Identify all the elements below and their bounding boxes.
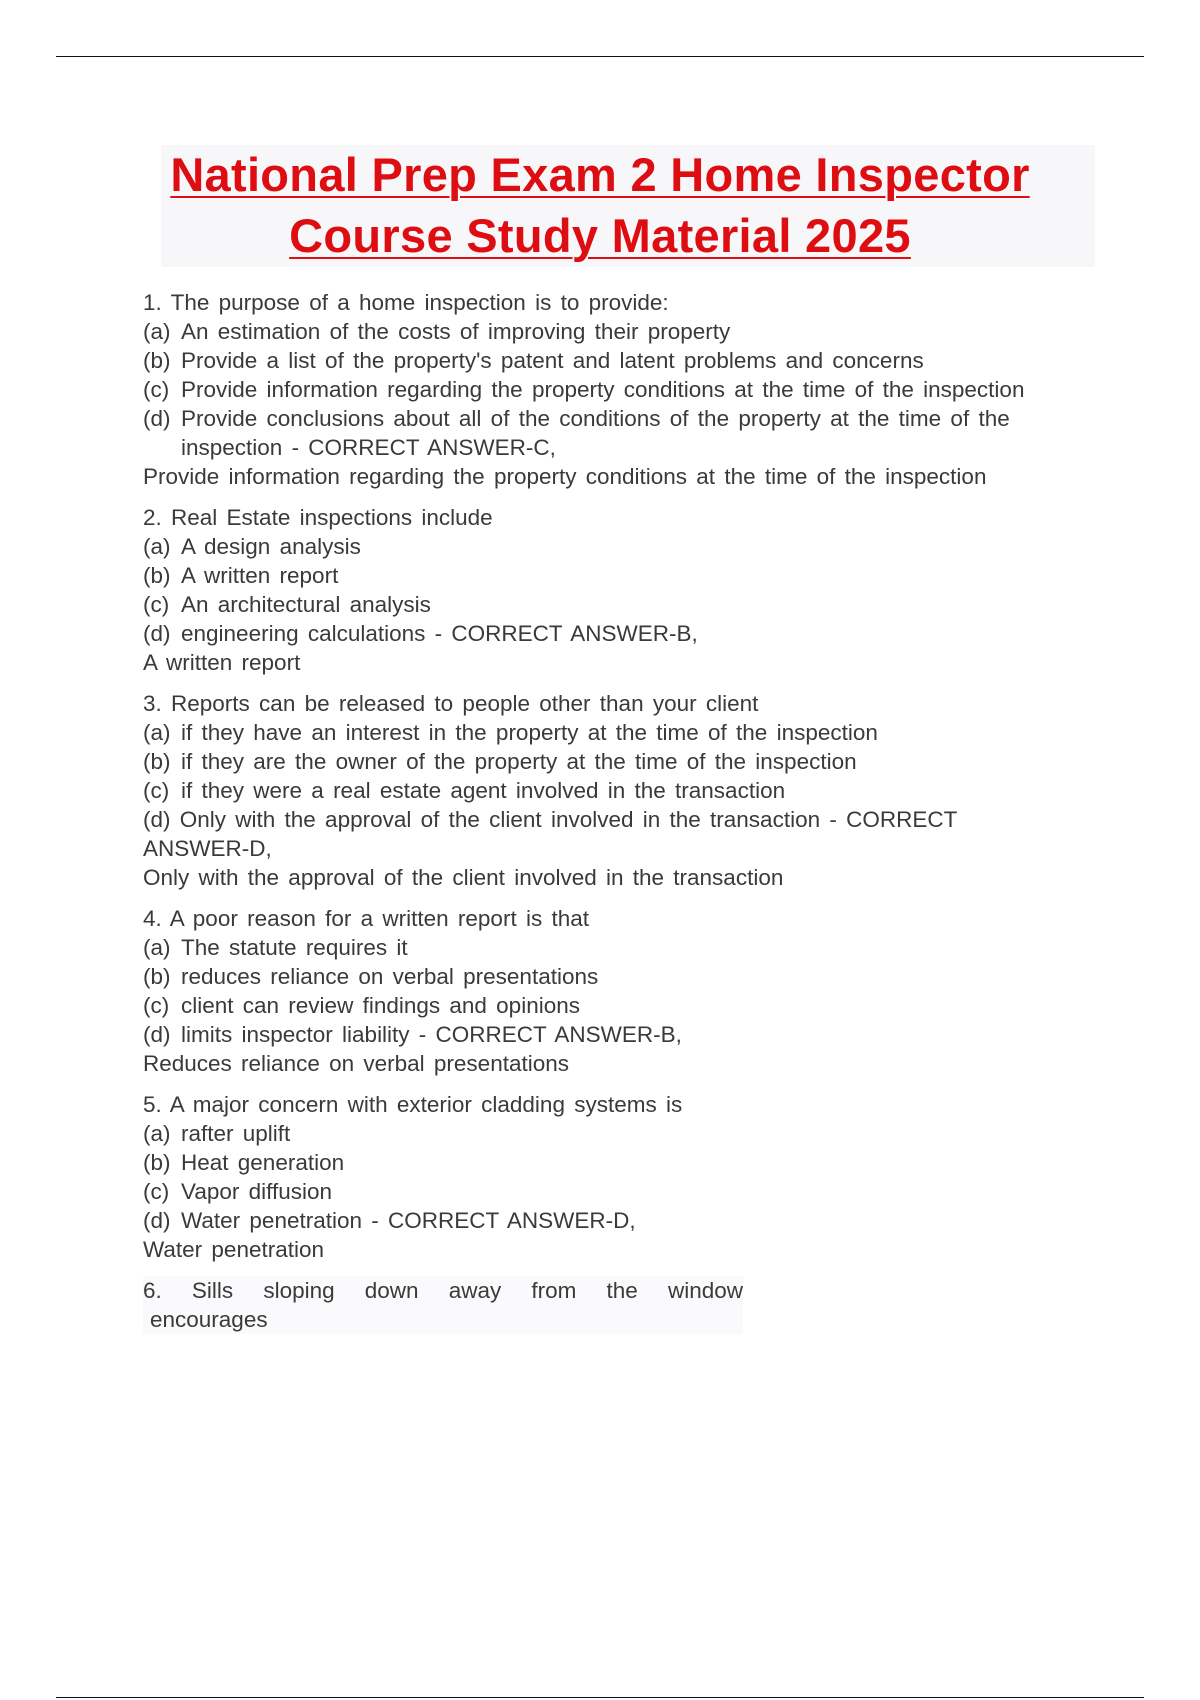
option-label: (a) [143, 720, 171, 745]
option-label: (c) [143, 993, 170, 1018]
option-text: An architectural analysis [181, 592, 431, 617]
option-d: (d) Only with the approval of the client involved in the transaction - CORRECT [143, 807, 958, 832]
option-label: (a) [143, 534, 171, 559]
option-d [143, 1206, 1073, 1235]
correct-answer: Provide information regarding the property conditions at the time of the inspection [143, 464, 987, 489]
option-label: (c) [143, 778, 170, 803]
option-text: Provide information regarding the property conditions at the time of the inspection [181, 377, 1025, 402]
option-label: (a) [143, 935, 171, 960]
option-label: (b) [143, 563, 171, 588]
option-b [143, 747, 1073, 776]
page-title-line-1: National Prep Exam 2 Home Inspector [170, 148, 1030, 201]
correct-answer: Water penetration [143, 1237, 325, 1262]
option-d [143, 619, 1073, 648]
option-label: (b) [143, 1150, 171, 1175]
option-c [143, 590, 1073, 619]
option-label: (d) [143, 1022, 171, 1047]
option-label: (a) [143, 1121, 171, 1146]
option-label: (a) [143, 319, 171, 344]
correct-answer: A written report [143, 650, 301, 675]
question-5 [143, 1090, 1073, 1264]
option-c [143, 991, 1073, 1020]
option-b [143, 346, 1073, 375]
option-text: if they have an interest in the property at the time of the inspection [181, 720, 878, 745]
question-stem: 6. Sills sloping down away from the window [143, 1278, 743, 1303]
question-stem: 3. Reports can be released to people other than your client [143, 691, 759, 716]
correct-answer: Reduces reliance on verbal presentations [143, 1051, 569, 1076]
option-c [143, 1177, 1073, 1206]
option-text: Heat generation [181, 1150, 345, 1175]
option-label: (b) [143, 964, 171, 989]
question-3 [143, 689, 1073, 892]
top-rule [56, 56, 1144, 57]
correct-answer: Only with the approval of the client involved in the transaction [143, 865, 784, 890]
option-label: (d) [143, 406, 171, 431]
option-c [143, 375, 1073, 404]
option-a [143, 718, 1073, 747]
option-text: if they are the owner of the property at the time of the inspection [181, 749, 857, 774]
option-text: rafter uplift [181, 1121, 291, 1146]
option-label: (c) [143, 592, 170, 617]
question-6 [143, 1276, 743, 1334]
option-text: Provide conclusions about all of the conditions of the property at the time of the inspection - CORRECT ANSWER-C, [181, 406, 1010, 460]
option-b [143, 962, 1073, 991]
question-stem-continued: encourages [150, 1307, 268, 1332]
question-stem: 5. A major concern with exterior cladding systems is [143, 1092, 683, 1117]
option-label: (d) [143, 621, 171, 646]
option-label: (b) [143, 348, 171, 373]
option-a [143, 532, 1073, 561]
option-text: An estimation of the costs of improving their property [181, 319, 731, 344]
option-text: The statute requires it [181, 935, 408, 960]
option-a [143, 1119, 1073, 1148]
option-text: reduces reliance on verbal presentations [181, 964, 599, 989]
question-stem: 1. The purpose of a home inspection is to provide: [143, 290, 669, 315]
question-4 [143, 904, 1073, 1078]
option-text: if they were a real estate agent involved in the transaction [181, 778, 786, 803]
option-b [143, 561, 1073, 590]
option-a [143, 317, 1073, 346]
option-text: Vapor diffusion [181, 1179, 333, 1204]
option-text: engineering calculations - CORRECT ANSWER-B, [181, 621, 698, 646]
option-label: (c) [143, 377, 170, 402]
option-text: Provide a list of the property's patent and latent problems and concerns [181, 348, 924, 373]
option-label: (d) [143, 1208, 171, 1233]
option-label: (c) [143, 1179, 170, 1204]
option-d [143, 1020, 1073, 1049]
page-title-line-2: Course Study Material 2025 [289, 209, 911, 262]
option-text: A design analysis [181, 534, 361, 559]
option-text: limits inspector liability - CORRECT ANSWER-B, [181, 1022, 682, 1047]
question-2 [143, 503, 1073, 677]
option-c [143, 776, 1073, 805]
option-b [143, 1148, 1073, 1177]
option-label: (b) [143, 749, 171, 774]
option-text: A written report [181, 563, 339, 588]
question-stem: 2. Real Estate inspections include [143, 505, 493, 530]
question-1 [143, 288, 1073, 491]
option-text: client can review findings and opinions [181, 993, 580, 1018]
bottom-rule [56, 1697, 1144, 1698]
question-list [143, 288, 1073, 1346]
option-d-continued: ANSWER-D, [143, 836, 272, 861]
option-d [143, 404, 1073, 462]
question-stem: 4. A poor reason for a written report is that [143, 906, 589, 931]
option-text: Water penetration - CORRECT ANSWER-D, [181, 1208, 636, 1233]
option-a [143, 933, 1073, 962]
